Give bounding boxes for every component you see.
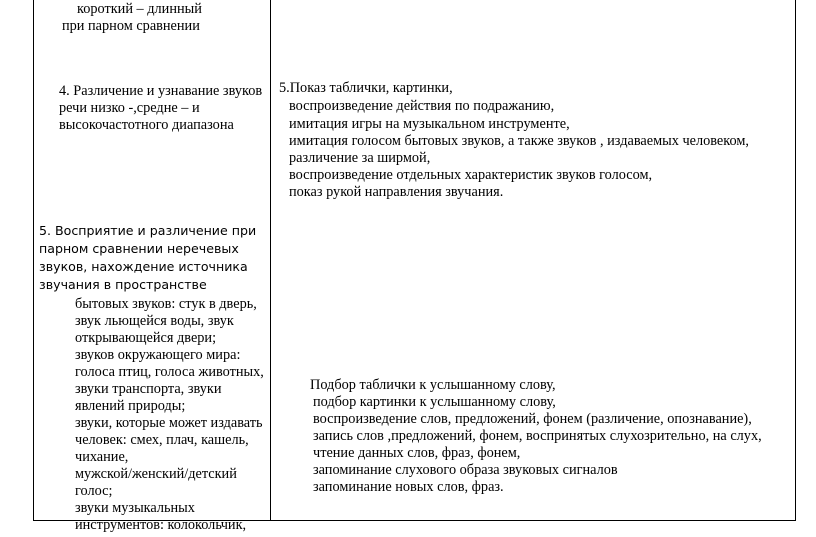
list-item: явлений природы; (75, 398, 186, 414)
item5-heading-line-1: 5. Восприятие и различение при (39, 223, 257, 238)
right-item5-line-5: различение за ширмой, (289, 150, 431, 166)
right-selection-line-7: запоминание новых слов, фраз. (313, 479, 504, 495)
item4-line-1: 4. Различение и узнавание звуков (59, 83, 263, 99)
list-item: инструментов: колокольчик, (75, 517, 247, 533)
right-item5-line-2: воспроизведение действия по подражанию, (289, 98, 555, 114)
list-item: мужской/женский/детский (75, 466, 237, 482)
item5-sound-list (75, 296, 264, 534)
list-item: звуки музыкальных (75, 500, 195, 516)
right-selection-line-5: чтение данных слов, фраз, фонем, (313, 445, 521, 461)
list-item: звуки, которые может издавать (75, 415, 263, 431)
left-top-line-2: при парном сравнении (62, 18, 200, 34)
left-top-line-1: короткий – длинный (77, 1, 202, 17)
list-item: голоса птиц, голоса животных, (75, 364, 264, 380)
right-item5-line-6: воспроизведение отдельных характеристик звуков голосом, (289, 167, 653, 183)
list-item: чихание, (75, 449, 129, 465)
list-item: голос; (75, 483, 113, 499)
right-item5-line-1: 5.Показ таблички, картинки, (279, 80, 453, 96)
column-divider (270, 0, 271, 521)
right-item5-line-7: показ рукой направления звучания. (289, 184, 504, 200)
item5-heading-line-3: звуков, нахождение источника (39, 259, 248, 274)
list-item: бытовых звуков: стук в дверь, (75, 296, 257, 312)
right-selection-line-4: запись слов ,предложений, фонем, воспринятых слухозрительно, на слух, (313, 428, 762, 444)
right-item5-line-4: имитация голосом бытовых звуков, а также звуков , издаваемых человеком, (289, 133, 749, 149)
item4-line-2: речи низко -,средне – и (59, 100, 200, 116)
list-item: звук льющейся воды, звук (75, 313, 234, 329)
right-selection-line-1: Подбор таблички к услышанному слову, (310, 377, 556, 393)
item5-heading-line-2: парном сравнении неречевых (39, 241, 239, 256)
list-item: звуков окружающего мира: (75, 347, 241, 363)
list-item: человек: смех, плач, кашель, (75, 432, 249, 448)
right-selection-line-2: подбор картинки к услышанному слову, (313, 394, 556, 410)
item4-line-3: высокочастотного диапазона (59, 117, 234, 133)
list-item: звуки транспорта, звуки (75, 381, 222, 397)
right-selection-line-3: воспроизведение слов, предложений, фонем (различение, опознавание), (313, 411, 752, 427)
item5-heading-line-4: звучания в пространстве (39, 277, 207, 292)
right-item5-line-3: имитация игры на музыкальном инструменте, (289, 116, 570, 132)
right-selection-line-6: запоминание слухового образа звуковых сигналов (313, 462, 618, 478)
list-item: открывающейся двери; (75, 330, 217, 346)
